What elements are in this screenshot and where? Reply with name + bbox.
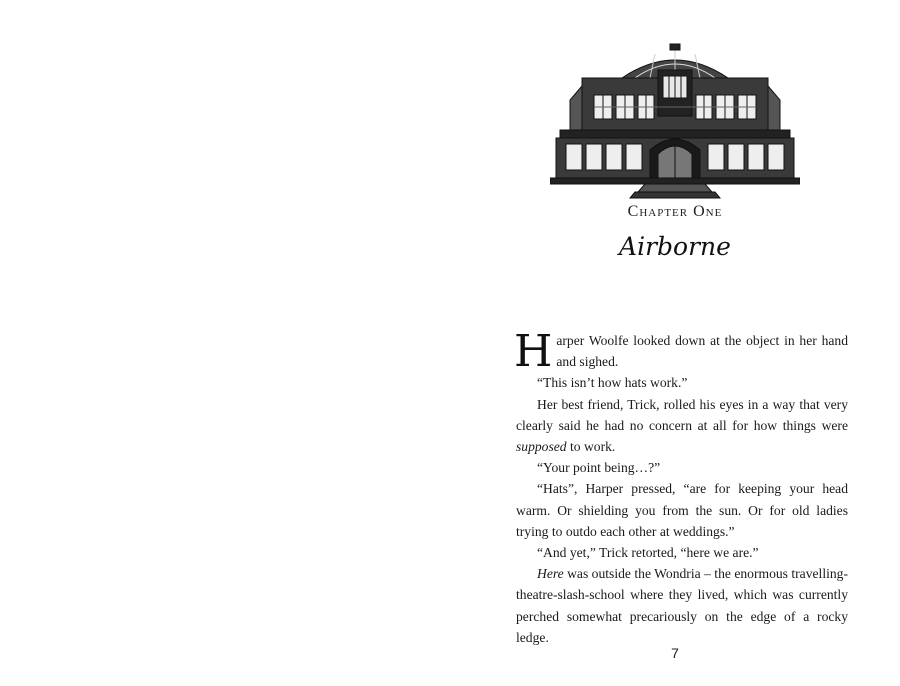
drop-cap: H	[514, 326, 553, 377]
chapter-label: Chapter One	[627, 203, 723, 220]
paragraph: “And yet,” Trick retorted, “here we are.”	[537, 545, 759, 561]
paragraph-text: to work.	[566, 439, 616, 455]
paragraph: “Your point being…?”	[537, 460, 661, 476]
paragraph	[514, 326, 848, 377]
paragraph: “Hats”, Harper pressed, “are for keeping your head warm. Or shielding you from the sun. Or for old ladies trying to outdo each other at weddings.”	[516, 481, 848, 539]
paragraph-text: Her best friend, Trick, rolled his eyes in a way that very clearly said he had no concern at all for how things were	[516, 396, 848, 433]
paragraph	[516, 563, 848, 648]
paragraph: “This isn’t how hats work.”	[537, 375, 688, 391]
building-illustration	[550, 40, 800, 200]
chapter-title: Airborne	[619, 232, 731, 261]
chapter-body	[514, 326, 848, 648]
paragraph	[516, 394, 848, 458]
emphasis-text: Here	[537, 566, 564, 582]
page-number: 7	[671, 645, 679, 661]
right-page	[450, 0, 900, 686]
paragraph-text: was outside the Wondria – the enormous travelling-theatre-slash-school where they lived, which was currently perched somewhat precariously on the edge of a rocky ledge.	[516, 566, 848, 645]
paragraph-text: arper Woolfe looked down at the object in her hand and sighed.	[556, 333, 848, 370]
emphasis-text: supposed	[516, 439, 567, 455]
